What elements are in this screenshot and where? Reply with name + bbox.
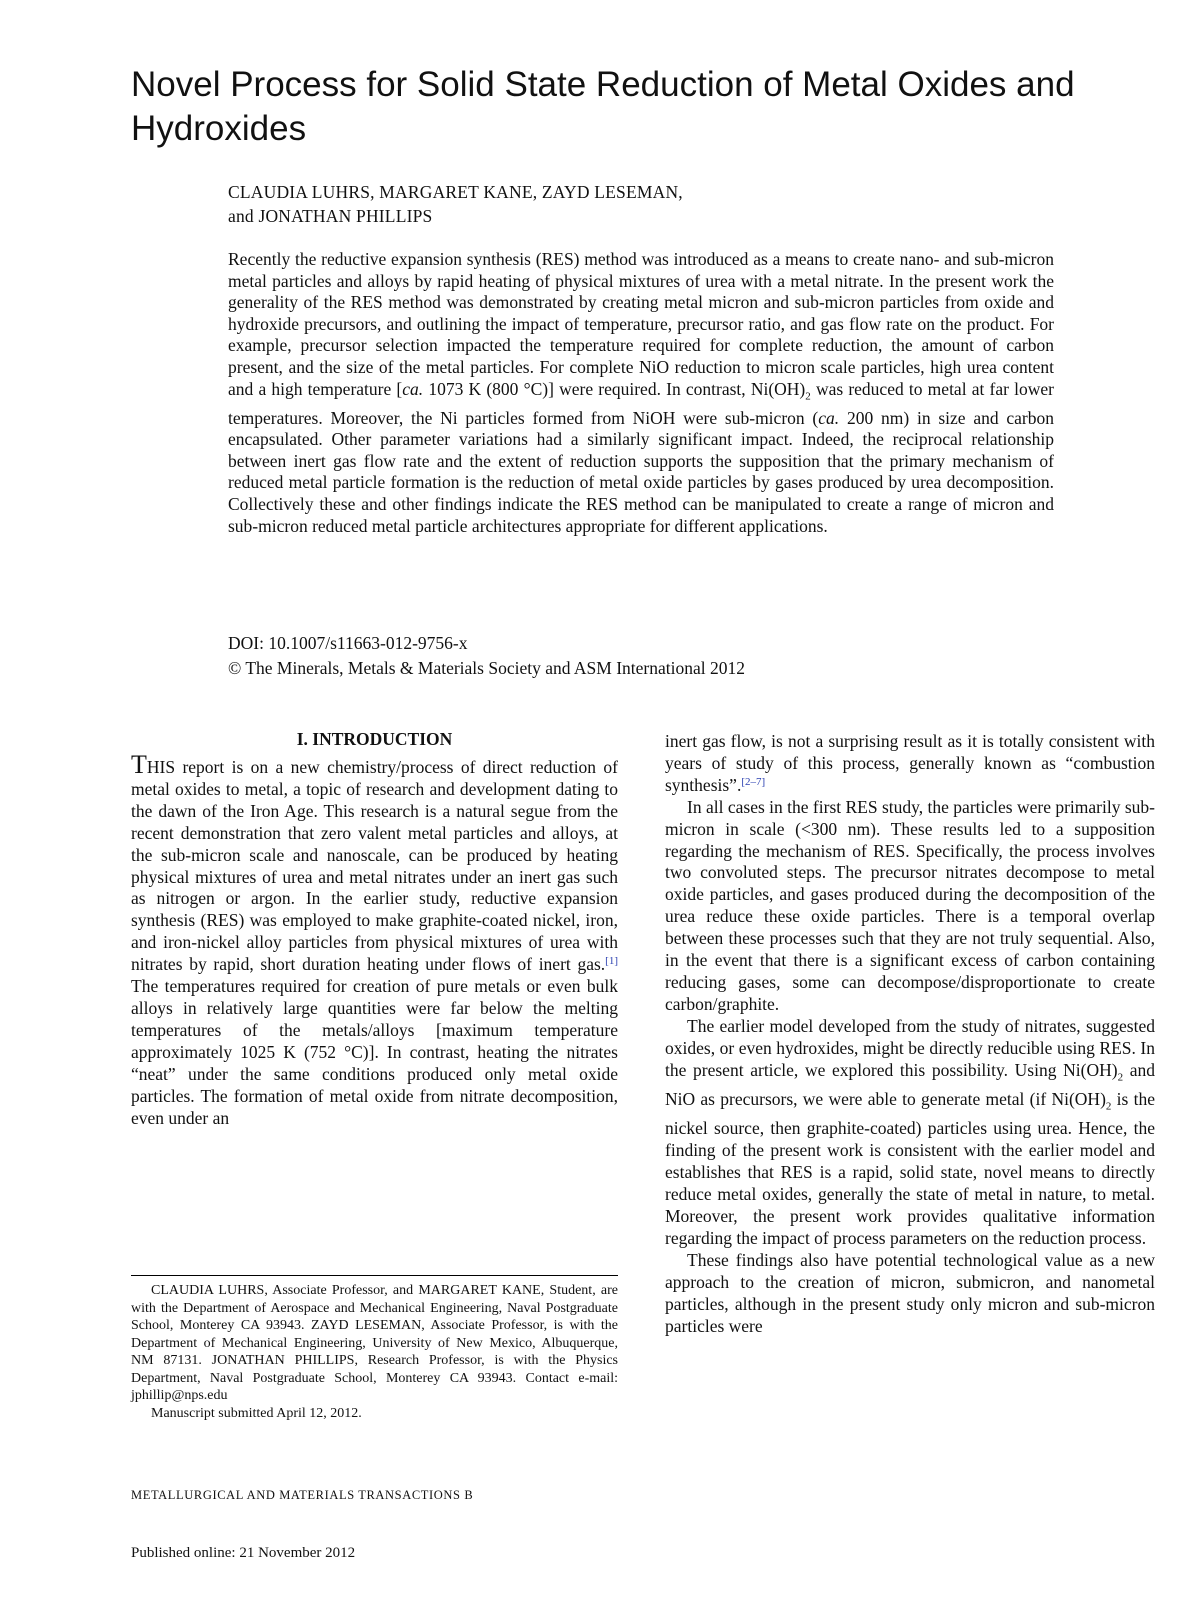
author-line-1: CLAUDIA LUHRS, MARGARET KANE, ZAYD LESEMAN, [228, 182, 683, 202]
citation-2-7[interactable]: [2–7] [741, 775, 766, 788]
journal-name: METALLURGICAL AND MATERIALS TRANSACTIONS B [131, 1488, 474, 1502]
footnote [131, 1282, 618, 1422]
drop-cap: T [131, 750, 147, 779]
abstract-ca-2: ca. [818, 407, 840, 428]
subscript-a: 2 [1117, 1071, 1124, 1084]
abstract-text-1: Recently the reductive expansion synthesis (RES) method was introduced as a means to create nano- and sub-micron metal particles and alloys by rapid heating of physical mixtures of urea with a metal nitrate. In the present work the generality of the RES method was demonstrated by creating metal micron and sub-micron particles from oxide and hydroxide precursors, and outlining the impact of temperature, precursor ratio, and gas flow rate on the product. For example, precursor selection impacted the temperature required for complete reduction, the amount of carbon present, and the size of the metal particles. For complete NiO reduction to micron scale particles, high urea content and a high temperature [ [228, 249, 1054, 399]
subscript-b: 2 [1105, 1100, 1112, 1113]
abstract-text-2: 1073 K (800 °C)] were required. In contrast, Ni(OH) [423, 378, 806, 399]
submission-date: Manuscript submitted April 12, 2012. [151, 1405, 362, 1421]
right-text-2c: is the nickel source, then graphite-coated) particles using urea. Hence, the finding of the present work is consistent with the earlier model and establishes that RES is a rapid, solid state, novel means to directly reduce metal oxides, generally the state of metal in nature, to metal. Moreover, the present work provides qualitative information regarding the impact of process parameters on the reduction process. [665, 1089, 1155, 1248]
right-paragraph-2 [665, 1016, 1155, 1250]
abstract-ca-1: ca. [402, 378, 424, 399]
right-paragraph-0 [665, 731, 1155, 797]
abstract [228, 249, 1054, 537]
doi: DOI: 10.1007/s11663-012-9756-x [228, 633, 468, 653]
author-line-2: and JONATHAN PHILLIPS [228, 206, 433, 226]
abstract-subscript: 2 [805, 390, 811, 403]
published-date: Published online: 21 November 2012 [131, 1545, 356, 1561]
right-text-0: inert gas flow, is not a surprising result as it is totally consistent with years of study of this process, generally known as “combustion synthesis”. [665, 731, 1155, 795]
abstract-text-3: was reduced to metal at far lower temperatures. Moreover, the Ni particles formed from NiOH were sub-micron ( [228, 378, 1054, 428]
author-list [228, 180, 1028, 228]
intro-paragraph-1 [131, 750, 618, 1129]
author-affiliations: CLAUDIA LUHRS, Associate Professor, and MARGARET KANE, Student, are with the Department of Aerospace and Mechanical Engineering, Naval Postgraduate School, Monterey CA 93943. ZAYD LESEMAN, Associate Professor, is with the Department of Mechanical Engineering, University of New Mexico, Albuquerque, NM 87131. JONATHAN PHILLIPS, Research Professor, is with the Physics Department, Naval Postgraduate School, Monterey CA 93943. Contact e-mail: jphillip@nps.edu [131, 1283, 618, 1403]
copyright: © The Minerals, Metals & Materials Society and ASM International 2012 [228, 658, 745, 678]
left-column [131, 728, 618, 1129]
citation-1[interactable]: [1] [605, 955, 618, 968]
right-paragraph-1: In all cases in the first RES study, the particles were primarily sub-micron in scale (<300 nm). These results led to a supposition regarding the mechanism of RES. Specifically, the process involves two convoluted steps. The precursor nitrates decompose to metal oxide particles, and gases produced during the decomposition of the urea reduce these oxide particles. There is a temporal overlap between these processes such that they are not truly sequential. Also, in the event that there is a significant excess of carbon containing reducing gases, some can decompose/disproportionate to create carbon/graphite. [665, 796, 1155, 1014]
abstract-text-4: 200 nm) in size and carbon encapsulated. Other parameter variations had a similarly significant impact. Indeed, the reciprocal relationship between inert gas flow rate and the extent of reduction supports the supposition that the primary mechanism of reduced metal particle formation is the reduction of metal oxide particles by gases produced by urea decomposition. Collectively these and other findings indicate the RES method can be manipulated to create a range of micron and sub-micron reduced metal particle architectures appropriate for different applications. [228, 407, 1054, 536]
right-paragraph-3: These findings also have potential technological value as a new approach to the creation of micron, submicron, and nanometal particles, although in the present study only micron and sub-micron particles were [665, 1249, 1155, 1336]
right-column [665, 731, 1155, 1337]
intro-text-1a: HIS report is on a new chemistry/process of direct reduction of metal oxides to metal, a topic of research and development dating to the dawn of the Iron Age. This research is a natural segue from the recent demonstration that zero valent metal particles and alloys, at the sub-micron scale and nanoscale, can be produced by heating physical mixtures of urea and metal nitrates under an inert gas such as nitrogen or argon. In the earlier study, reductive expansion synthesis (RES) was employed to make graphite-coated nickel, iron, and iron-nickel alloy particles from physical mixtures of urea with nitrates by rapid, short duration heating under flows of inert gas. [131, 757, 618, 975]
intro-text-1b: The temperatures required for creation of pure metals or even bulk alloys in relatively large quantities were far below the melting temperatures of the metals/alloys [maximum temperature approximately 1025 K (752 °C)]. In contrast, heating the nitrates “neat” under the same conditions produced only metal oxide particles. The formation of metal oxide from nitrate decomposition, even under an [131, 976, 618, 1128]
article-title: Novel Process for Solid State Reduction of Metal Oxides and Hydroxides [131, 65, 1075, 148]
footnote-divider [131, 1275, 618, 1276]
doi-block [228, 631, 1028, 681]
section-heading: I. INTRODUCTION [296, 729, 453, 749]
right-text-2b: and NiO as precursors, we were able to generate metal (if Ni(OH) [665, 1059, 1155, 1109]
right-text-2a: The earlier model developed from the study of nitrates, suggested oxides, or even hydroxides, might be directly reducible using RES. In the present article, we explored this possibility. Using Ni(OH) [665, 1015, 1155, 1080]
